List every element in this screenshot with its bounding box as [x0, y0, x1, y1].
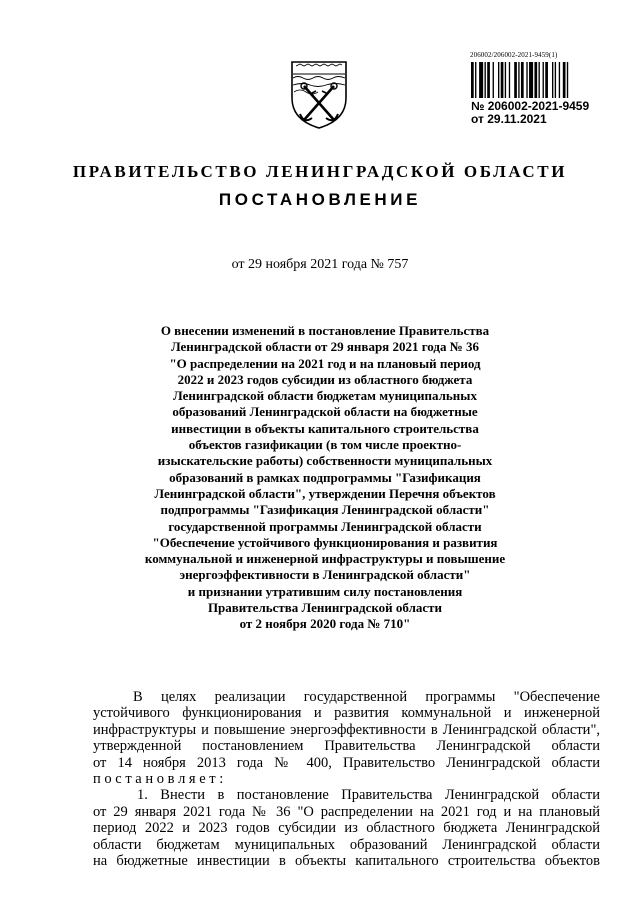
- barcode-bar: [518, 62, 519, 98]
- subject-line: "О распределении на 2021 год и на плановый период: [169, 355, 481, 371]
- barcode-bar: [493, 62, 494, 98]
- body-line: устойчивого функционирования и развития коммунальной и инженерной: [93, 705, 600, 722]
- body-line: В целях реализации государственной программы "Обеспечение: [133, 689, 600, 705]
- subject-line: энергоэффективности в Ленинградской области": [179, 567, 471, 583]
- barcode-bar: [555, 62, 556, 98]
- barcode-bar: [534, 62, 537, 98]
- subject-line: коммунальной и инженерной инфраструктуры и повышение: [144, 551, 506, 567]
- barcode-bar: [471, 62, 474, 98]
- barcode-bar: [479, 62, 483, 98]
- document-date-number: от 29 ноября 2021 года № 757: [231, 257, 409, 272]
- body-line: от 29 января 2021 года № 36 "О распределении на 2021 год и на плановый: [93, 803, 600, 820]
- barcode-bar: [526, 62, 527, 98]
- registration-number: № 206002-2021-9459: [471, 99, 590, 113]
- barcode-bar: [567, 62, 568, 98]
- barcode-bar: [509, 62, 510, 98]
- document-subject: [80, 323, 570, 633]
- body-line: от 14 ноября 2013 года № 400, Правительство Ленинградской области: [93, 754, 600, 771]
- subject-line: изыскательские работы) собственности муниципальных: [157, 453, 493, 469]
- subject-line: "Обеспечение устойчивого функционирования и развития: [152, 534, 498, 550]
- document-body: [93, 689, 600, 869]
- barcode-bar: [505, 62, 506, 98]
- leningrad-oblast-coat-of-arms-icon: [288, 58, 350, 130]
- barcode-bar: [559, 62, 560, 98]
- barcode-bar: [545, 62, 548, 98]
- barcode-bar: [487, 62, 490, 98]
- barcode-bar: [498, 62, 499, 98]
- subject-line: 2022 и 2023 годов субсидии из областного бюджета: [177, 371, 473, 387]
- body-line: области бюджетам муниципальных образований Ленинградской области: [93, 836, 600, 853]
- subject-line: государственной программы Ленинградской области: [168, 518, 482, 534]
- subject-line: и признании утратившим силу постановления: [187, 583, 463, 599]
- barcode-icon: [471, 62, 599, 98]
- subject-line: Ленинградской области от 29 января 2021 года № 36: [170, 339, 480, 355]
- barcode-bar: [514, 62, 517, 98]
- barcode-bar: [552, 62, 553, 98]
- barcode-bar: [501, 62, 504, 98]
- barcode-bar: [475, 62, 476, 98]
- barcode-bar: [485, 62, 486, 98]
- subject-line: Ленинградской области", утверждении Перечня объектов: [154, 485, 496, 501]
- document-code: 206002/206002-2021-9459(1): [470, 51, 558, 59]
- barcode-bar: [543, 62, 544, 98]
- subject-line: Ленинградской области бюджетам муниципальных: [173, 388, 477, 404]
- barcode-bar: [539, 62, 540, 98]
- subject-line: от 2 ноября 2020 года № 710": [239, 616, 411, 632]
- subject-line: Правительства Ленинградской области: [207, 600, 443, 616]
- barcode-bar: [521, 62, 524, 98]
- body-line: инфраструктуры и повышение энергоэффективности в Ленинградской области",: [93, 721, 600, 738]
- body-line: на бюджетные инвестиции в объекты капитального строительства объектов: [93, 852, 600, 869]
- government-title: ПРАВИТЕЛЬСТВО ЛЕНИНГРАДСКОЙ ОБЛАСТИ: [72, 162, 568, 181]
- subject-line: образований Ленинградской области на бюджетные: [172, 404, 478, 420]
- subject-line: подпрограммы "Газификация Ленинградской области": [160, 502, 490, 518]
- barcode-bar: [563, 62, 566, 98]
- body-line: 1. Внести в постановление Правительства Ленинградской области: [137, 787, 600, 804]
- body-line: п о с т а н о в л я е т :: [93, 770, 224, 787]
- body-line: период 2022 и 2023 годов субсидии из областного бюджета Ленинградской: [93, 820, 600, 837]
- subject-line: объектов газификации (в том числе проектно-: [188, 437, 462, 453]
- subject-line: О внесении изменений в постановление Правительства: [160, 323, 490, 338]
- body-line: утвержденной постановлением Правительства Ленинградской области: [93, 738, 600, 755]
- document-type: ПОСТАНОВЛЕНИЕ: [218, 190, 422, 209]
- subject-line: инвестиции в объекты капитального строительства: [171, 420, 479, 436]
- barcode-bar: [529, 62, 533, 98]
- registration-date: от 29.11.2021: [471, 112, 547, 126]
- subject-line: образований в рамках подпрограммы "Газификация: [169, 469, 481, 485]
